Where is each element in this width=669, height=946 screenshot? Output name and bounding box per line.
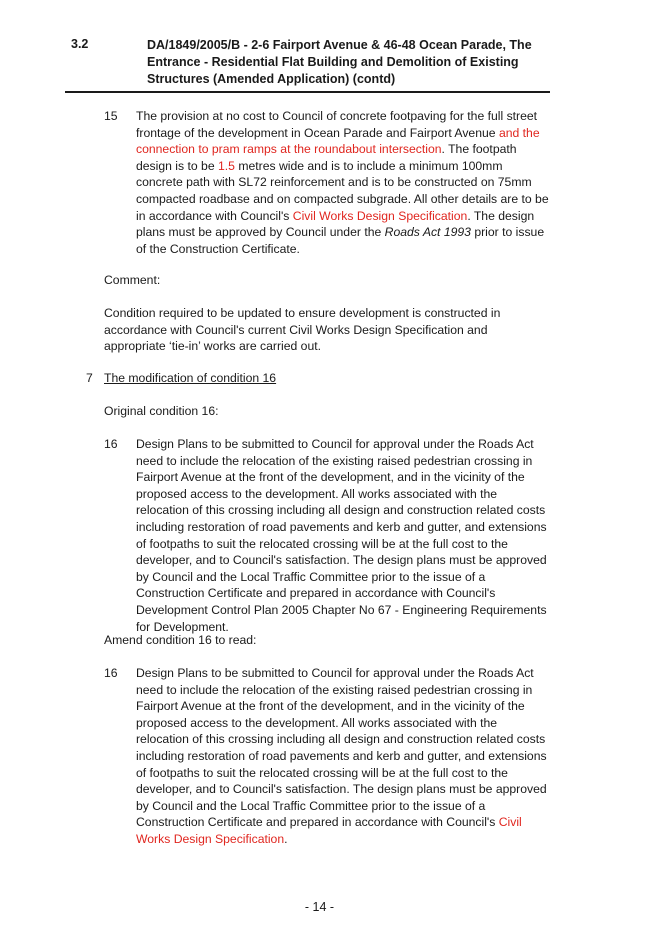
- act-name: Roads Act 1993: [384, 225, 471, 240]
- amended-text-highlight: and the connection to pram ramps at the roundabout intersection: [136, 125, 540, 157]
- amend-condition-label: Amend condition 16 to read:: [104, 633, 257, 647]
- comment-text: Condition required to be updated to ensure development is constructed in accordance with Council's current Civil Works Design Specification and appropriate ‘tie-in’ works are carried out.: [104, 306, 501, 354]
- condition-15-text: [136, 108, 550, 257]
- amended-text-highlight: Civil Works Design Specification: [136, 815, 522, 846]
- item-number: 3.2: [71, 37, 89, 51]
- comment-label: Comment:: [104, 273, 161, 287]
- condition-15-text-part: prior to issue of the Construction Certificate.: [136, 225, 545, 256]
- condition-15-text-part: . The footpath design is to be: [136, 142, 517, 173]
- condition-15-text-part: metres wide and is to include a minimum 100mm concrete path with SL72 reinforcement and is to be constructed on 75mm compacted roadbase and on compacted subgrade. All other details are to be in accordance with Council's: [136, 158, 549, 223]
- condition-15-text-part: . The design plans must be approved by Council under the: [136, 208, 535, 240]
- amended-text-highlight: Civil Works Design Specification: [292, 208, 468, 223]
- original-condition-text: Design Plans to be submitted to Council for approval under the Roads Act need to include the relocation of the existing raised pedestrian crossing in Fairport Avenue at the front of the development, and in the vicinity of the proposed access to the development. All works associated with the relocation of this crossing including all design and construction related costs including restoration of road pavements and kerb and gutter, and extensions of footpaths to suit the relocated crossing will be at the full cost to the developer, and to Council's satisfaction. The design plans must be approved by Council and the Local Traffic Committee prior to the issue of a Construction Certificate and prepared in accordance with Council's Development Control Plan 2005 Chapter No 67 - Engineering Requirements for Development.: [136, 437, 547, 634]
- condition-15-number: 15: [104, 109, 118, 123]
- original-condition-number: 16: [104, 437, 118, 451]
- original-condition-label: Original condition 16:: [104, 404, 219, 418]
- section-7-heading: The modification of condition 16: [104, 371, 277, 385]
- amended-condition-text: [136, 665, 550, 848]
- amended-condition-body: Design Plans to be submitted to Council for approval under the Roads Act need to include the relocation of the existing raised pedestrian crossing in Fairport Avenue at the front of the development, and in the vicinity of the proposed access to the development. All works associated with the relocation of this crossing including all design and construction related costs including restoration of road pavements and kerb and gutter, and extensions of footpaths to suit the relocated crossing will be at the full cost to the developer, and to Council's satisfaction. The design plans must be approved by Council and the Local Traffic Committee prior to the issue of a Construction Certificate and prepared in accordance with Council's: [136, 666, 547, 830]
- amended-condition-end: .: [284, 831, 288, 846]
- page-number: - 14 -: [304, 900, 335, 914]
- amended-condition-number: 16: [104, 666, 118, 680]
- amended-text-highlight: 1.5: [217, 158, 235, 173]
- section-7-number: 7: [86, 371, 93, 385]
- item-title: DA/1849/2005/B - 2-6 Fairport Avenue & 46-48 Ocean Parade, The Entrance - Residential Flat Building and Demolition of Existing Structures (Amended Application) (contd): [147, 38, 532, 86]
- header-divider: [65, 91, 550, 93]
- condition-15-text-part: The provision at no cost to Council of concrete footpaving for the full street frontage of the development in Ocean Parade and Fairport Avenue: [136, 109, 538, 140]
